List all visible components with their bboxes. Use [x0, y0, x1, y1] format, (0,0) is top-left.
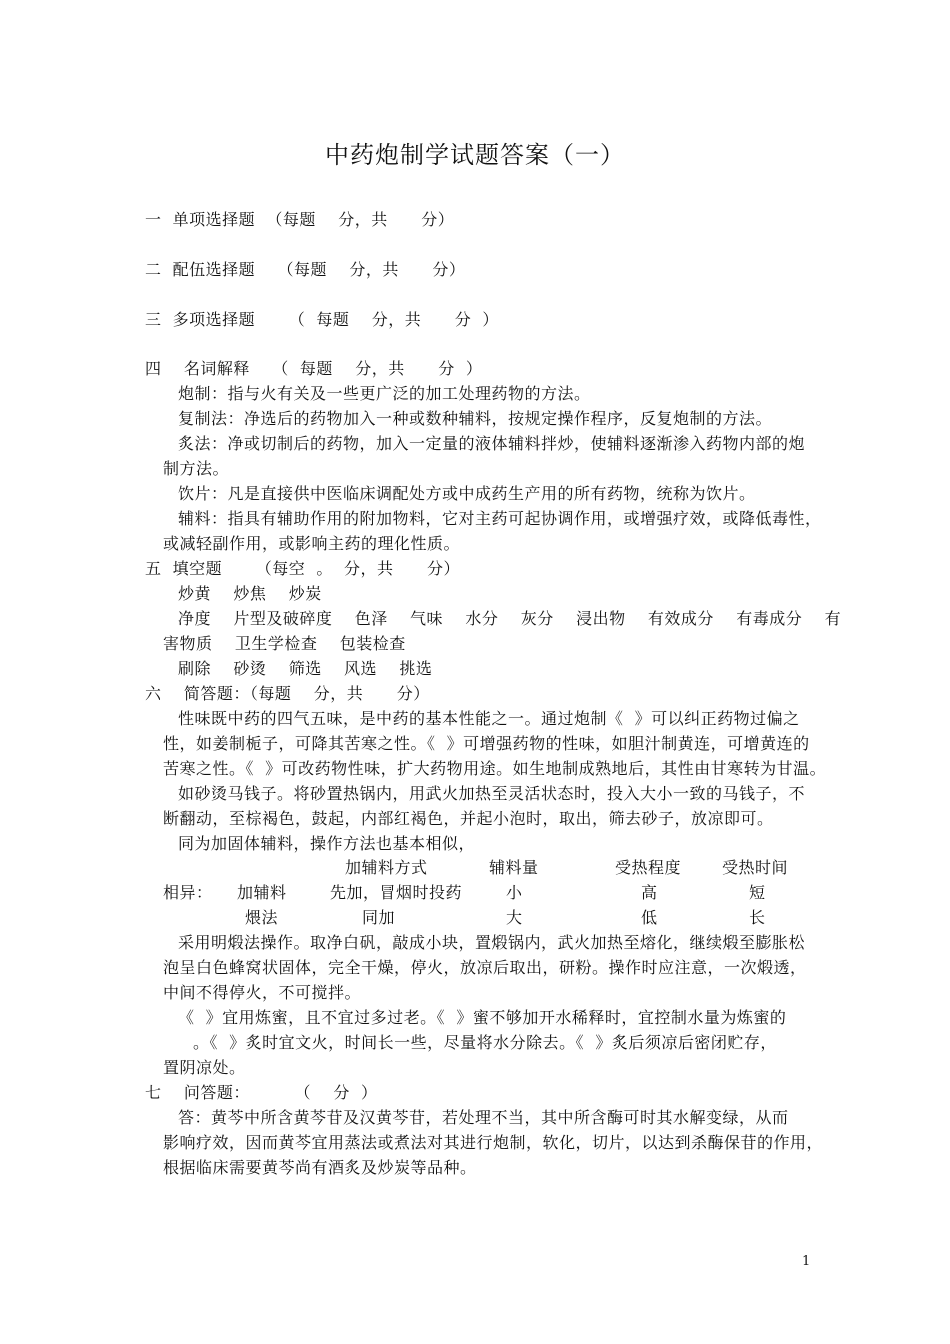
table-header-time: 受热时间 [722, 858, 789, 877]
short-answer-5-cont1: 。《 》炙时宜文火，时间长一些，尽量将水分除去。《 》炙后须凉后密闭贮存， [193, 1033, 777, 1052]
table-cell: 长 [749, 908, 766, 927]
essay-answer-cont2: 根据临床需要黄芩尚有酒炙及炒炭等品种。 [163, 1158, 477, 1177]
essay-answer-cont1: 影响疗效，因而黄芩宜用蒸法或煮法对其进行炮制，软化，切片，以达到杀酶保苷的作用， [163, 1133, 824, 1152]
essay-answer: 答：黄芩中所含黄芩苷及汉黄芩苷，若处理不当，其中所含酶可时其水解变绿，从而 [178, 1108, 789, 1127]
table-cell: 同加 [362, 908, 396, 927]
section-1-heading: 一 单项选择题 （每题 分，共 分） [145, 210, 455, 229]
fill-answer-2: 净度 片型及破碎度 色泽 气味 水分 灰分 浸出物 有效成分 有毒成分 有 [178, 609, 842, 628]
section-2-heading: 二 配伍选择题 （每题 分，共 分） [145, 260, 466, 279]
short-answer-5-cont2: 置阴凉处。 [163, 1058, 246, 1077]
table-cell: 高 [641, 883, 658, 902]
term-fuliao: 辅料：指具有辅助作用的附加物料，它对主药可起协调作用，或增强疗效，或降低毒性， [178, 509, 822, 528]
term-fuliao-cont: 或减轻副作用，或影响主药的理化性质。 [163, 534, 461, 553]
table-cell: 加辅料 [237, 883, 287, 902]
short-answer-4: 采用明煅法操作。取净白矾，敲成小块，置煅锅内，武火加热至熔化，继续煅至膨胀松 [178, 933, 806, 952]
fill-answer-2-cont: 害物质 卫生学检查 包装检查 [163, 634, 406, 653]
table-cell: 短 [749, 883, 766, 902]
short-answer-3: 同为加固体辅料，操作方法也基本相似， [178, 834, 476, 853]
short-answer-2: 如砂烫马钱子。将砂置热锅内，用武火加热至灵活状态时，投入大小一致的马钱子，不 [178, 784, 806, 803]
short-answer-1-cont1: 性，如姜制栀子，可降其苦寒之性。《 》可增强药物的性味，如胆汁制黄连，可增黄连的 [163, 734, 810, 753]
section-4-heading: 四 名词解释 （ 每题 分，共 分 ） [145, 359, 483, 378]
table-cell: 低 [641, 908, 658, 927]
table-header-method: 加辅料方式 [345, 858, 428, 877]
short-answer-1: 性味既中药的四气五味，是中药的基本性能之一。通过炮制《 》可以纠正药物过偏之 [178, 709, 800, 728]
term-zhifa: 炙法：净或切制后的药物，加入一定量的液体辅料拌炒，使辅料逐渐渗入药物内部的炮 [178, 434, 806, 453]
short-answer-1-cont2: 苦寒之性。《 》可改药物性味，扩大药物用途。如生地制成熟地后，其性由甘寒转为甘温。 [163, 759, 827, 778]
short-answer-5: 《 》宜用炼蜜，且不宜过多过老。《 》蜜不够加开水稀释时，宜控制水量为炼蜜的 [178, 1008, 787, 1027]
table-header-amount: 辅料量 [489, 858, 539, 877]
short-answer-4-cont1: 泡呈白色蜂窝状固体，完全干燥，停火，放凉后取出，研粉。操作时应注意，一次煅透， [163, 958, 807, 977]
short-answer-4-cont2: 中间不得停火，不可搅拌。 [163, 983, 362, 1002]
table-row-label: 相异： [163, 883, 213, 902]
table-cell: 大 [506, 908, 523, 927]
section-5-heading: 五 填空题 （每空 。 分，共 分） [145, 559, 461, 578]
short-answer-2-cont: 断翻动，至棕褐色，鼓起，内部红褐色，并起小泡时，取出，筛去砂子，放凉即可。 [163, 809, 774, 828]
section-3-heading: 三 多项选择题 （ 每题 分，共 分 ） [145, 310, 499, 329]
table-cell: 煨法 [245, 908, 279, 927]
table-cell: 小 [506, 883, 523, 902]
page-number: 1 [802, 1254, 811, 1269]
term-yinpian: 饮片：凡是直接供中医临床调配处方或中成药生产用的所有药物，统称为饮片。 [178, 484, 756, 503]
term-paozhi: 炮制：指与火有关及一些更广泛的加工处理药物的方法。 [178, 384, 591, 403]
document-title: 中药炮制学试题答案（一） [325, 141, 625, 169]
section-6-heading: 六 简答题：（每题 分，共 分） [145, 684, 430, 703]
term-zhifa-cont: 制方法。 [163, 459, 230, 478]
fill-answer-1: 炒黄 炒焦 炒炭 [178, 584, 322, 603]
term-fuzhifa: 复制法：净选后的药物加入一种或数种辅料，按规定操作程序，反复炮制的方法。 [178, 409, 773, 428]
table-cell: 先加，冒烟时投药 [330, 883, 463, 902]
fill-answer-3: 刷除 砂烫 筛选 风选 挑选 [178, 659, 433, 678]
section-7-heading: 七 问答题： （ 分 ） [145, 1083, 378, 1102]
table-header-degree: 受热程度 [615, 858, 682, 877]
